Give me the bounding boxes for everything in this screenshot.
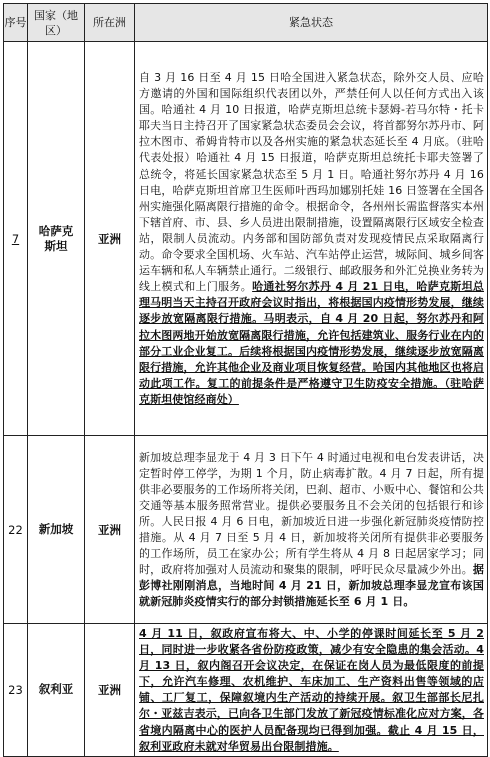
table-row bbox=[4, 624, 488, 757]
country-name-line1: 新加坡 bbox=[38, 522, 74, 536]
status-highlight: 据彭博社刚刚消息，当地时间 4 月 21 日，新加坡总理李显龙宣布该国就新冠肺炎疫情实行的部分封锁措施延长至 6 月 1 日。 bbox=[139, 563, 484, 609]
row-idx: 23 bbox=[4, 624, 28, 757]
row-country bbox=[28, 42, 85, 436]
status-text: 新加坡总理李显龙于 4 月 3 日下午 4 时通过电视和电台发表讲话，决定暂时停工停学，为期 1 个月，防止病毒扩散。4 月 7 日起，所有提供非必要服务的工作场所将关闭，巴刹、超市、小贩中心、餐馆和公共交通等基本服务照常营业。提供必要服务且不会关闭的包括银行和诊所。人民日报 4 月 6 日电，新加坡近日进一步强化新冠肺炎疫情防控措施。从 4 月 7 日至 5 月 4 日，新加坡将关闭所有提供非必要服务的工作场所，员工在家办公；所有学生将从 4 月 8 日起居家学习；同时，政府将加强对人员流动和聚集的限制，呼吁民众尽量减少外出。 bbox=[139, 450, 484, 577]
row-country bbox=[28, 436, 85, 624]
country-name-line1: 哈萨克 bbox=[38, 223, 74, 238]
row-idx: 7 bbox=[4, 42, 28, 436]
row-status bbox=[135, 42, 488, 436]
header-idx: 序号 bbox=[4, 4, 28, 42]
table-row bbox=[4, 436, 488, 624]
row-status bbox=[135, 624, 488, 757]
table-row bbox=[4, 42, 488, 436]
country-name-line2: 斯坦 bbox=[44, 238, 68, 253]
status-highlight: 哈通社努尔苏丹 4 月 21 日电，哈萨克斯坦总理马明当天主持召开政府会议时指出，将根据国内疫情形势发展，继续逐步放宽隔离限行措施。马明表示，自 4 月 20 日起，努尔苏丹和阿拉木图两地开始放宽隔离限行措施，允许包括建筑业、服务行业在内的部分工业企业复工。后续将根据国内疫情形势发展，继续逐步放宽隔离限行措施，允许其他企业及商业项目恢复经营。哈国内其他地区也将启动此项工作。复工的前提条件是严格遵守卫生防疫安全措施。（驻哈萨克斯坦使馆经商处） bbox=[139, 280, 484, 406]
row-status bbox=[135, 436, 488, 624]
row-continent: 亚洲 bbox=[85, 42, 135, 436]
header-status: 紧急状态 bbox=[135, 4, 488, 42]
status-text: 4 月 11 日，叙政府宣布将大、中、小学的停课时间延长至 5 月 2 日，同时进一步收紧各省份防疫政策，减少有安全隐患的集会活动。4 月 13 日，叙内阁召开会议决定，在保证在岗人员为最低限度的前提下，允许汽车修理、农机维护、车床加工、生产资料出售等领域的店铺、工厂复工，保障叙境内生产活动的持续开展。叙卫生部部长尼扎尔・亚兹吉表示，已向各卫生部门发放了新冠疫情标准化应对方案，各省境内隔离中心的医护人员配备现均已得到加强。截止 4 月 15 日，叙利亚政府未就对华贸易出台限制措施。 bbox=[139, 627, 484, 753]
row-continent: 亚洲 bbox=[85, 624, 135, 757]
row-continent: 亚洲 bbox=[85, 436, 135, 624]
row-idx: 22 bbox=[4, 436, 28, 624]
table-header-row bbox=[4, 4, 488, 42]
header-continent: 所在洲 bbox=[85, 4, 135, 42]
status-text: 自 3 月 16 日至 4 月 15 日哈全国进入紧急状态，除外交人员、应哈方邀请的外国和国际组织代表团以外，严禁任何人以任何方式出入该国。哈通社 4 月 10 日报道，哈萨克斯坦总统卡瑟姆-若马尔特・托卡耶夫当日主持召开了国家紧急状态委员会会议，将首都努尔苏丹市、阿拉木图市、希姆肯特市以及各州实施的紧急状态延长至 4 月底。（驻哈代表处报）哈通社 4 月 15 日报道，哈萨克斯坦总统托卡耶夫签署了总统令，将延长国家紧急状态至 5 月 1 日。哈通社努尔苏丹 4 月 16 日电，哈萨克斯坦首席卫生医师叶西玛加娜别托娃 16 日签署在全国各州实施强化隔离限行措施的命令。根据命令，各州州长需监督落实本州下辖首府、市、县、乡人员进出限制措施，设置隔离限行区域安全检查站，限制人员流动。内务部和国防部负责对发现疫情民点采取隔离行动。命令要求全国机场、火车站、汽车站停止运营，城际间、城乡间客运车辆和私人车辆禁止通行。二级银行、邮政服务和外汇兑换业务转为线上模式和上门服务。 bbox=[139, 71, 484, 294]
status-table bbox=[3, 3, 488, 757]
row-country bbox=[28, 624, 85, 757]
header-country: 国家（地区） bbox=[28, 4, 85, 42]
country-name-line1: 叙利亚 bbox=[38, 682, 74, 697]
